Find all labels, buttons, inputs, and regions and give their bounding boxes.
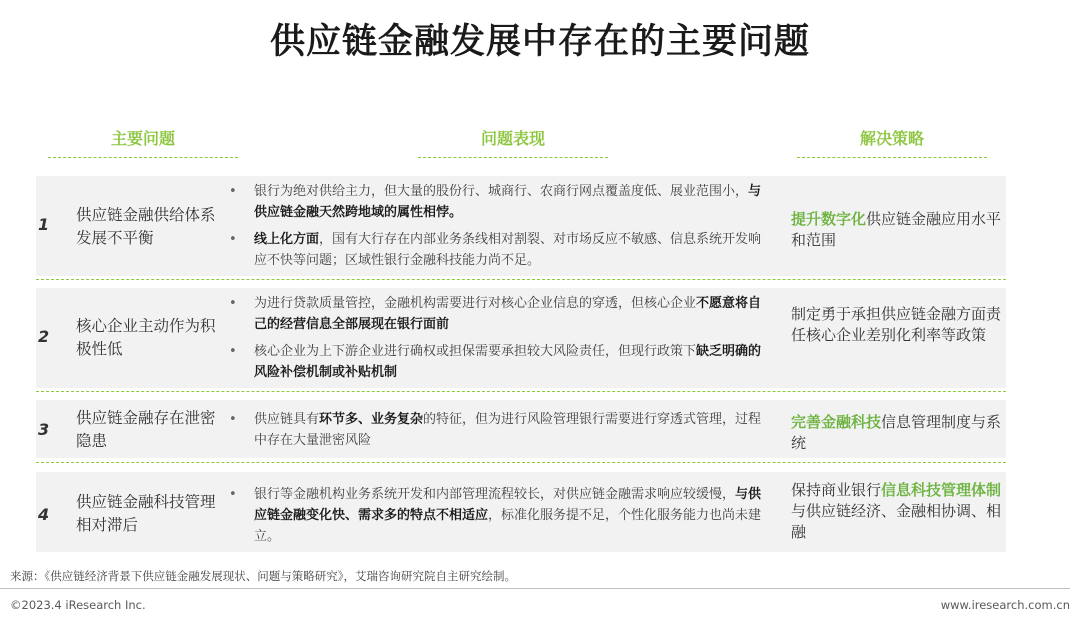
- bullet-text: 银行等金融机构业务系统开发和内部管理流程较长，对供应链金融需求响应较缓慢，: [254, 487, 736, 502]
- issue-label: 供应链金融存在泄密隐患: [76, 409, 216, 450]
- solution-body: 信息管理制度与系统: [791, 413, 1002, 452]
- solution-text: [791, 304, 1005, 346]
- row-number: 1: [38, 215, 50, 234]
- column-header-manifestation: [418, 126, 608, 149]
- solution-body: 供应链金融应用水平和范围: [791, 210, 1002, 249]
- bullet-text: 为进行贷款质量管控，金融机构需要进行对核心企业信息的穿透，但核心企业: [254, 296, 697, 311]
- row-number: 3: [38, 420, 50, 439]
- solution-text: [791, 209, 1005, 251]
- source-note: 来源：《供应链经济背景下供应链金融发展现状、问题与策略研究》，艾瑞咨询研究院自主研究绘制。: [10, 569, 516, 583]
- list-item: [229, 181, 763, 223]
- bullet-emphasis: 与供应链金融天然跨地域的属性相悖。: [254, 184, 762, 220]
- solution-body: 保持商业银行: [791, 481, 882, 499]
- column-header-solution: [797, 126, 987, 149]
- row-separator: [36, 462, 1006, 463]
- column-header-manifestation-underline: [418, 157, 608, 158]
- list-item: [229, 293, 763, 335]
- manifestation-list: [229, 181, 763, 277]
- solution-body: 制定勇于承担供应链金融方面责任核心企业差别化利率等政策: [791, 305, 1002, 344]
- list-item: [229, 484, 763, 547]
- solution-highlight: 提升数字化: [791, 210, 867, 228]
- column-header-issue: [48, 126, 238, 149]
- row-separator: [36, 391, 1006, 392]
- column-header-manifestation-label: 问题表现: [480, 129, 545, 148]
- solution-body: 与供应链经济、金融相协调、相融: [791, 502, 1002, 541]
- issue-label: 供应链金融供给体系发展不平衡: [76, 206, 216, 247]
- solution-text: [791, 412, 1005, 454]
- row-separator: [36, 279, 1006, 280]
- bullet-emphasis: 与供应链金融变化快、需求多的特点不相适应: [254, 487, 762, 523]
- row-number: 4: [38, 505, 50, 524]
- footer-divider: [0, 588, 1070, 589]
- solution-highlight: 信息科技管理体制: [881, 481, 1002, 499]
- bullet-text: ，标准化服务提不足，个性化服务能力也尚未建立。: [254, 508, 762, 544]
- bullet-emphasis: 环节多、业务复杂: [319, 412, 424, 427]
- solution-highlight: 完善金融科技: [791, 413, 882, 431]
- issue-label: 供应链金融科技管理相对滞后: [76, 493, 216, 534]
- website-link[interactable]: www.iresearch.com.cn: [940, 598, 1070, 612]
- column-header-issue-label: 主要问题: [110, 129, 175, 148]
- list-item: [229, 341, 763, 383]
- page-title: 供应链金融发展中存在的主要问题: [269, 22, 810, 62]
- bullet-text: ，国有大行存在内部业务条线相对割裂、对市场反应不敏感、信息系统开发响应不快等问题；区域性银行金融科技能力尚不足。: [254, 232, 762, 268]
- bullet-emphasis: 缺乏明确的风险补偿机制或补贴机制: [254, 344, 762, 380]
- list-item: [229, 229, 763, 271]
- bullet-text: 的特征，但为进行风险管理银行需要进行穿透式管理，过程中存在大量泄密风险: [254, 412, 762, 448]
- solution-text: [791, 480, 1005, 543]
- copyright: ©2023.4 iResearch Inc.: [10, 598, 146, 612]
- row-number: 2: [38, 327, 50, 346]
- column-header-solution-underline: [797, 157, 987, 158]
- manifestation-list: [229, 409, 763, 457]
- bullet-text: 供应链具有: [254, 412, 320, 427]
- list-item: [229, 409, 763, 451]
- manifestation-list: [229, 293, 763, 389]
- issue-label: 核心企业主动作为积极性低: [76, 317, 216, 358]
- bullet-text: 银行为绝对供给主力，但大量的股份行、城商行、农商行网点覆盖度低、展业范围小，: [254, 184, 749, 199]
- bullet-text: 核心企业为上下游企业进行确权或担保需要承担较大风险责任，但现行政策下: [254, 344, 697, 359]
- manifestation-list: [229, 484, 763, 553]
- column-header-solution-label: 解决策略: [859, 129, 924, 148]
- bullet-emphasis: 不愿意将自己的经营信息全部展现在银行面前: [254, 296, 762, 332]
- bullet-emphasis: 线上化方面: [254, 232, 320, 247]
- column-header-issue-underline: [48, 157, 238, 158]
